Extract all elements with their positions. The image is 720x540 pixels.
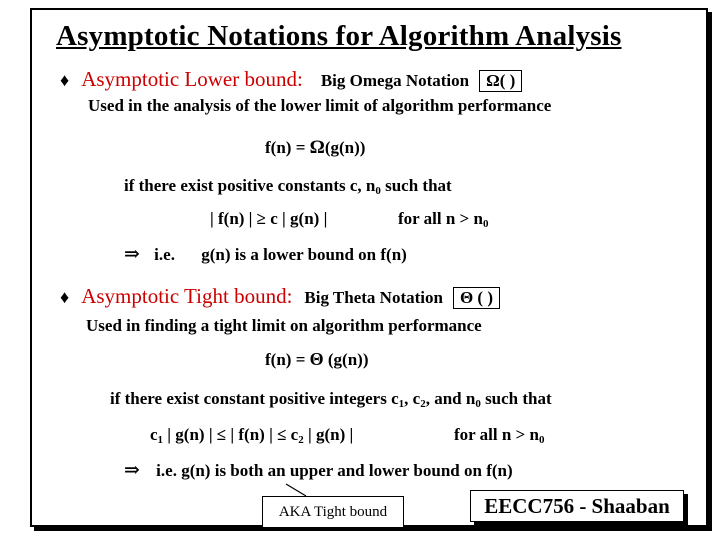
- omega-cond-post: such that: [380, 176, 452, 195]
- theta-cond-sub1: 1: [398, 398, 405, 410]
- omega-inequality: | f(n) | ≥ c | g(n) |: [210, 209, 328, 228]
- omega-forall-text: for all n > n: [398, 209, 483, 228]
- theta-ineq-mid: | g(n) | ≤ | f(n) | ≤ c: [163, 425, 299, 444]
- theta-definition: [265, 349, 369, 370]
- theta-cond-sub3: 0: [475, 398, 481, 410]
- theta-ineq-c: c: [150, 425, 158, 444]
- omega-definition: [265, 137, 365, 159]
- tight-bound-description: Used in finding a tight limit on algorithm performance: [86, 316, 482, 335]
- implies-arrow-icon: ⇒: [124, 244, 140, 265]
- omega-def-prefix: f(n) =: [265, 138, 310, 157]
- omega-def-symbol: Ω: [309, 137, 325, 158]
- theta-cond-post: such that: [480, 389, 552, 408]
- theta-cond-sub2: 2: [420, 398, 426, 410]
- theta-ineq-sub1: 1: [157, 434, 164, 446]
- omega-forall-sub: 0: [482, 218, 489, 230]
- omega-cond-sub: 0: [375, 185, 381, 197]
- omega-ie-text: g(n) is a lower bound on f(n): [201, 245, 407, 264]
- omega-forall: [398, 209, 488, 230]
- theta-cond-mid2: , and n: [425, 389, 476, 408]
- theta-forall-text: for all n > n: [454, 425, 539, 444]
- theta-symbol-box: Θ ( ): [453, 287, 500, 309]
- theta-inequality: [150, 425, 353, 446]
- implies-arrow-icon: ⇒: [124, 460, 140, 481]
- theta-def-suffix: (g(n)): [323, 350, 369, 369]
- theta-ineq-sub2: 2: [298, 434, 304, 446]
- tight-bound-heading: Asymptotic Tight bound:: [81, 284, 293, 308]
- theta-def-prefix: f(n) =: [265, 350, 310, 369]
- omega-symbol-box: Ω( ): [479, 70, 522, 92]
- omega-implies-row: [124, 243, 407, 266]
- diamond-bullet-icon: ♦: [60, 287, 70, 307]
- lower-bound-heading: Asymptotic Lower bound:: [81, 67, 303, 91]
- theta-implies-row: [124, 459, 513, 482]
- slide-title: Asymptotic Notations for Algorithm Analysis: [56, 20, 622, 52]
- omega-cond-text: if there exist positive constants c, n: [124, 176, 376, 195]
- theta-forall: [454, 425, 544, 446]
- aka-tight-bound-box: AKA Tight bound: [262, 496, 404, 528]
- theta-ie-text: i.e. g(n) is both an upper and lower bound on f(n): [156, 461, 513, 480]
- big-omega-label: Big Omega Notation: [320, 71, 470, 90]
- tight-bound-heading-row: [60, 284, 500, 309]
- omega-condition: [124, 176, 452, 197]
- omega-ie-label: i.e.: [154, 245, 175, 264]
- omega-def-suffix: (g(n)): [324, 138, 366, 157]
- theta-cond-mid: , c: [404, 389, 421, 408]
- theta-def-symbol: Θ: [309, 349, 324, 369]
- big-theta-label: Big Theta Notation: [304, 288, 443, 307]
- lower-bound-heading-row: [60, 67, 522, 92]
- theta-condition: [110, 389, 552, 410]
- diamond-bullet-icon: ♦: [60, 70, 70, 90]
- footer-course-label: EECC756 - Shaaban: [470, 490, 684, 522]
- lower-bound-description: Used in the analysis of the lower limit of algorithm performance: [88, 96, 552, 115]
- theta-cond-text: if there exist constant positive integers c: [110, 389, 399, 408]
- theta-forall-sub: 0: [538, 434, 545, 446]
- theta-ineq-end: | g(n) |: [303, 425, 354, 444]
